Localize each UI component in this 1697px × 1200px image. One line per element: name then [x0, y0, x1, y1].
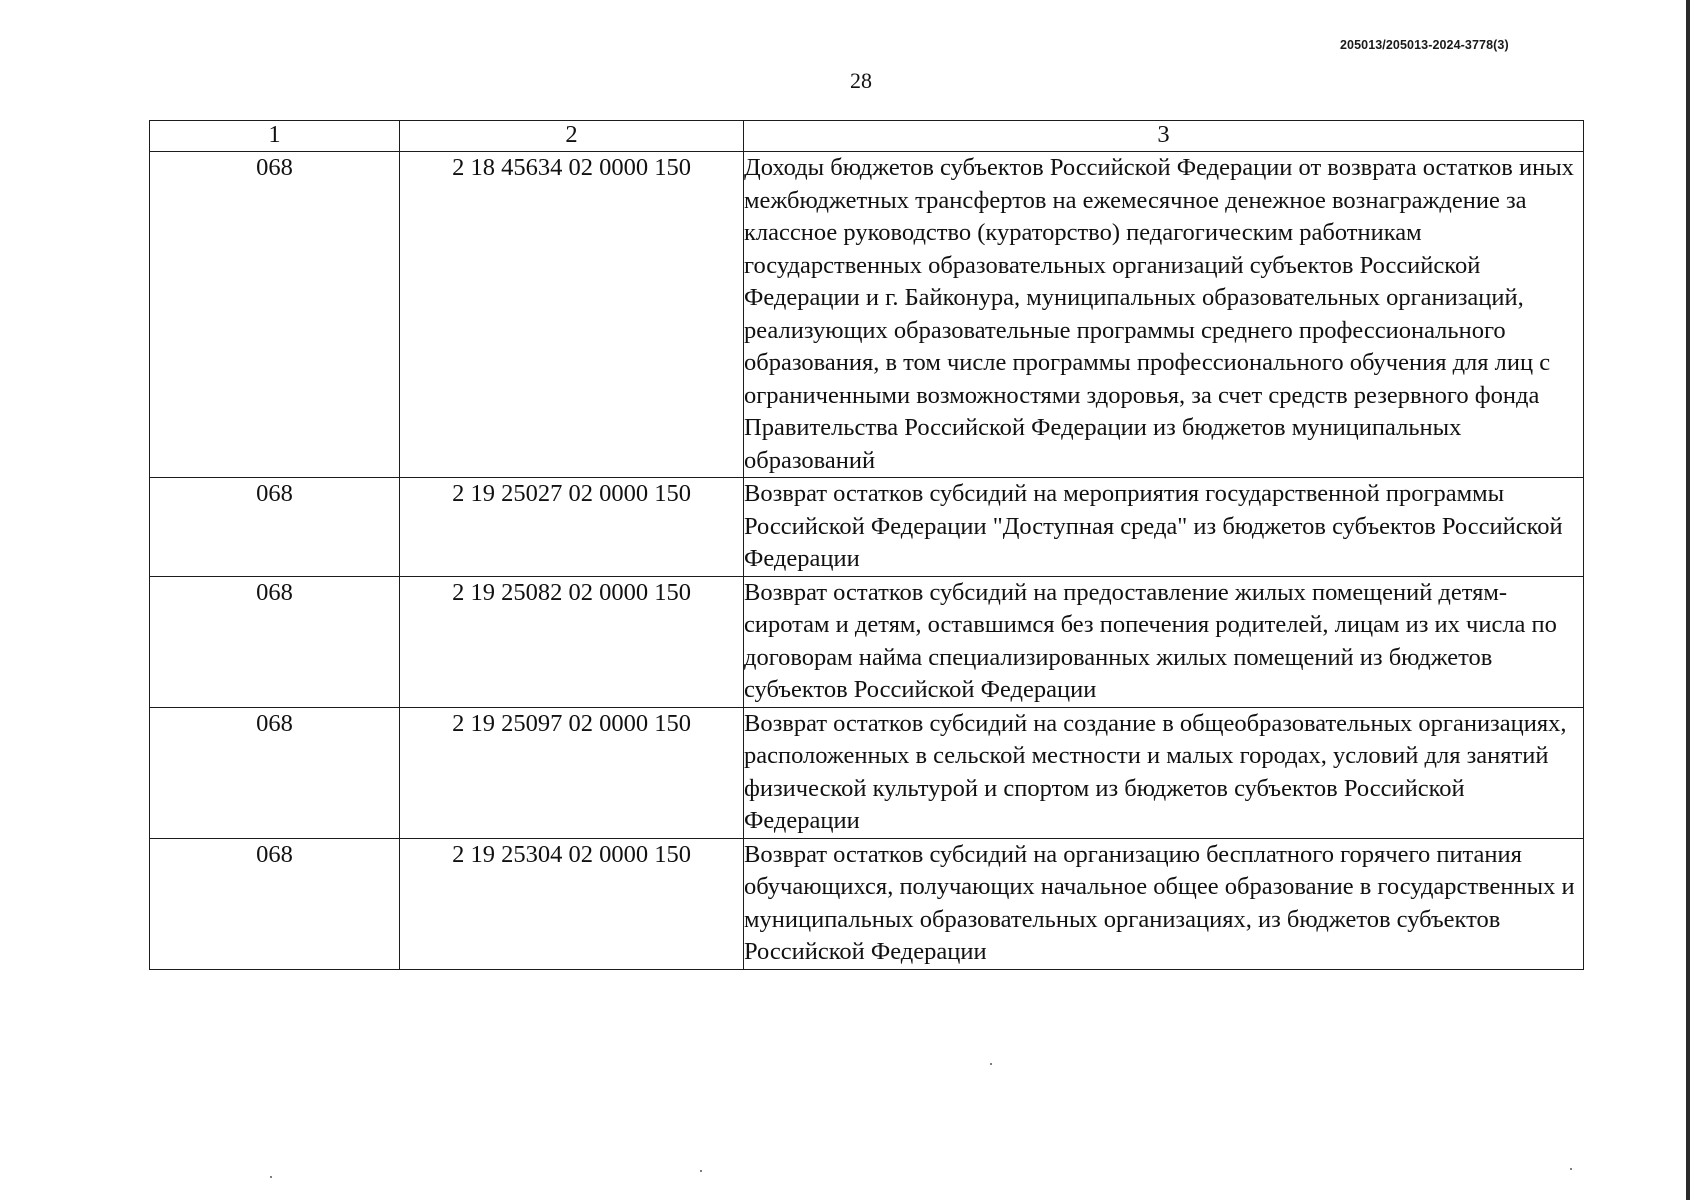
table-row — [150, 152, 1584, 478]
kbk-code-cell: 2 18 45634 02 0000 150 — [400, 152, 744, 478]
scan-speck — [270, 1176, 272, 1178]
scan-speck — [700, 1170, 702, 1172]
column-header-3: 3 — [744, 121, 1584, 152]
description-cell: Возврат остатков субсидий на организацию бесплатного горячего питания обучающихся, получающих начальное общее образование в государственных и муниципальных образовательных организациях, из бюджетов субъектов Российской Федерации — [744, 838, 1584, 969]
scan-speck — [990, 1063, 992, 1065]
table-row — [150, 838, 1584, 969]
table-row — [150, 707, 1584, 838]
admin-code-cell: 068 — [150, 478, 400, 577]
table-row — [150, 576, 1584, 707]
description-cell: Доходы бюджетов субъектов Российской Федерации от возврата остатков иных межбюджетных трансфертов на ежемесячное денежное вознаграждение за классное руководство (кураторство) педагогическим работникам государственных образовательных организаций субъектов Российской Федерации и г. Байконура, муниципальных образовательных организаций, реализующих образовательные программы среднего профессионального образования, в том числе программы профессионального обучения для лиц с ограниченными возможностями здоровья, за счет средств резервного фонда Правительства Российской Федерации из бюджетов муниципальных образований — [744, 152, 1584, 478]
kbk-code-cell: 2 19 25027 02 0000 150 — [400, 478, 744, 577]
table-header-row — [150, 121, 1584, 152]
admin-code-cell: 068 — [150, 152, 400, 478]
description-cell: Возврат остатков субсидий на создание в общеобразовательных организациях, расположенных в сельской местности и малых городах, условий для занятий физической культурой и спортом из бюджетов субъектов Российской Федерации — [744, 707, 1584, 838]
page-number: 28 — [850, 68, 872, 93]
description-cell: Возврат остатков субсидий на предоставление жилых помещений детям-сиротам и детям, оставшимся без попечения родителей, лицам из их числа по договорам найма специализированных жилых помещений из бюджетов субъектов Российской Федерации — [744, 576, 1584, 707]
description-cell: Возврат остатков субсидий на мероприятия государственной программы Российской Федерации "Доступная среда" из бюджетов субъектов Российской Федерации — [744, 478, 1584, 577]
budget-classification-table — [149, 120, 1584, 970]
kbk-code-cell: 2 19 25304 02 0000 150 — [400, 838, 744, 969]
table-row — [150, 478, 1584, 577]
column-header-1: 1 — [150, 121, 400, 152]
kbk-code-cell: 2 19 25082 02 0000 150 — [400, 576, 744, 707]
document-id: 205013/205013-2024-3778(3) — [1340, 38, 1509, 52]
kbk-code-cell: 2 19 25097 02 0000 150 — [400, 707, 744, 838]
admin-code-cell: 068 — [150, 838, 400, 969]
column-header-2: 2 — [400, 121, 744, 152]
scan-speck — [1570, 1168, 1572, 1170]
admin-code-cell: 068 — [150, 576, 400, 707]
scan-edge-line — [1686, 0, 1690, 1200]
admin-code-cell: 068 — [150, 707, 400, 838]
